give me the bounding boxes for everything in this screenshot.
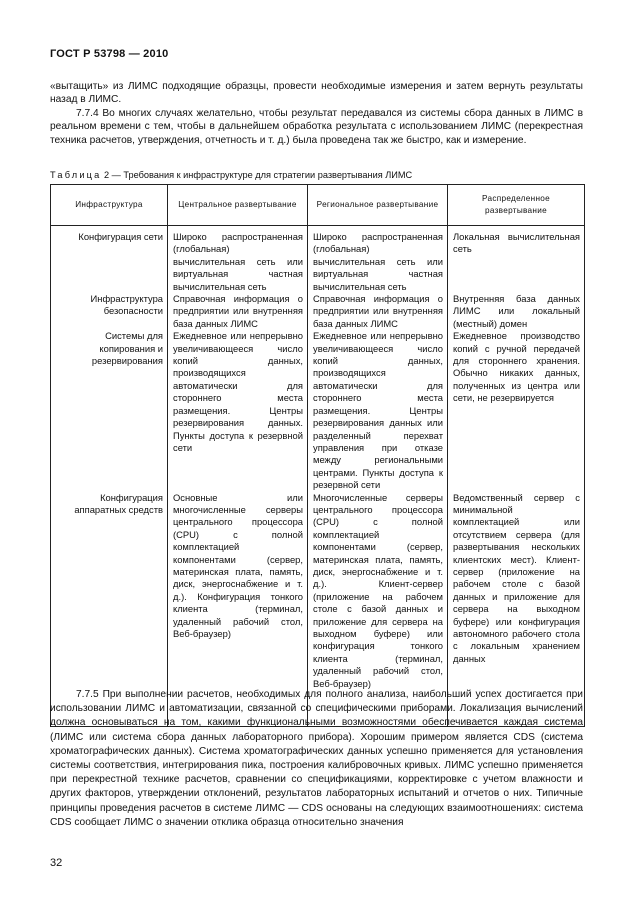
cell-regional: Ежедневное или непрерывно увеличивающееся число копий данных, производящихся автоматически для стороннего места размещения. Центры резервирования данных или разделенный перехват управления при отказе между региональными центрами. Пункты доступа к резервной сети <box>308 330 448 491</box>
row-label: Конфигурация сети <box>51 226 168 294</box>
cell-distributed: Ежедневное производство копий с ручной передачей для стороннего хранения. Обычно никаких данных, полученных из центра или сети, не резервируется <box>448 330 585 491</box>
header-central: Центральное развертывание <box>168 185 308 226</box>
cell-central: Ежедневное или непрерывно увеличивающееся число копий данных, производящихся автоматически для стороннего места размещения. Центры резервирования данных. Пункты доступа к резервной сети <box>168 330 308 491</box>
header-infrastructure: Инфраструктура <box>51 185 168 226</box>
cell-central: Справочная информация о предприятии или внутренняя база данных ЛИМС <box>168 293 308 330</box>
cell-distributed: Локальная вычислительная сеть <box>448 226 585 294</box>
cell-distributed: Внутренняя база данных ЛИМС или локальный (местный) домен <box>448 293 585 330</box>
table-row <box>51 330 585 491</box>
paragraph-7-7-5: 7.7.5 При выполнении расчетов, необходимых для полного анализа, наибольший успех достигается при использовании ЛИМС и автоматизации, связанной со специфическими приборами. Локализация вычислений должна основываться на том, какими функциональными возможностями обеспечивается каждая система (ЛИМС или система сбора данных лабораторного прибора). Хорошим примером является CDS (система хроматографических данных). Система хроматографических данных успешно применяется для установления системы соответствия, интегрирования пика, построения калибровочных кривых. ЛИМС успешно применяется при перекрестной технике расчетов, сравнении со спецификациями, корректировке с учетом влажности и других факторов, утверждении отклонений, результатов лабораторных испытаний и отчетов о них. Типичные принципы проведения расчетов в системе ЛИМС — CDS основаны на следующих взаимоотношениях: система CDS сообщает ЛИМС о значении отклика образца относительно значения <box>50 689 583 828</box>
row-label: Инфраструктура безопасности <box>51 293 168 330</box>
table-caption <box>50 170 412 180</box>
row-label: Системы для копирования и резервирования <box>51 330 168 491</box>
cell-regional: Справочная информация о предприятии или внутренняя база данных ЛИМС <box>308 293 448 330</box>
page-number: 32 <box>50 857 63 869</box>
cell-central: Основные или многочисленные серверы центрального процессора (CPU) с полной комплектацией компонентами (сервер, материнская плата, память, диск, энергоснабжение и т. д.). Конфигурация тонкого клиента (терминал, удаленный рабочий стол, Веб-браузер) <box>168 492 308 727</box>
cell-regional: Широко распространенная (глобальная) вычислительная сеть или виртуальная частная вычислительная сеть <box>308 226 448 294</box>
header-distributed: Распределенное развертывание <box>448 185 585 226</box>
paragraph-continuation: «вытащить» из ЛИМС подходящие образцы, провести необходимые измерения и затем вернуть результаты назад в ЛИМС. <box>50 81 583 106</box>
header-regional: Региональное развертывание <box>308 185 448 226</box>
row-label: Конфигурация аппаратных средств <box>51 492 168 727</box>
table-header-row <box>51 185 585 226</box>
document-header: ГОСТ Р 53798 — 2010 <box>50 48 169 60</box>
cell-central: Широко распространенная (глобальная) вычислительная сеть или виртуальная частная вычислительная сеть <box>168 226 308 294</box>
infrastructure-table <box>50 184 585 727</box>
cell-distributed: Ведомственный сервер с минимальной комплектацией или отсутствием сервера (для развертывания нескольких клиентских мест). Клиент-сервер (приложение на рабочем столе с базой данных и приложение для сервера на выходном буфере) или конфигурация автономного рабочего стола с локальным хранением данных <box>448 492 585 727</box>
table-row <box>51 226 585 294</box>
cell-regional: Многочисленные серверы центрального процессора (CPU) с полной комплектацией компонентами (сервер, материнская плата, память, диск, энергоснабжение и т. д.). Клиент-сервер (приложение на рабочем столе с базой данных и приложение для сервера на выходном буфере) или конфигурация тонкого клиента (терминал, удаленный рабочий стол, Веб-браузер) <box>308 492 448 727</box>
table-caption-label: Таблица <box>50 170 102 180</box>
table-caption-text: 2 — Требования к инфраструктуре для стратегии развертывания ЛИМС <box>104 170 413 180</box>
paragraph-7-7-4: 7.7.4 Во многих случаях желательно, чтобы результат передавался из системы сбора данных в ЛИМС в реальном времени с тем, чтобы в дальнейшем обработка результата с использованием ЛИМС (перекрестная техника расчетов, утверждения, отчетность и т. д.) была проведена так же быстро, как и измерение. <box>50 108 583 146</box>
table-row <box>51 293 585 330</box>
